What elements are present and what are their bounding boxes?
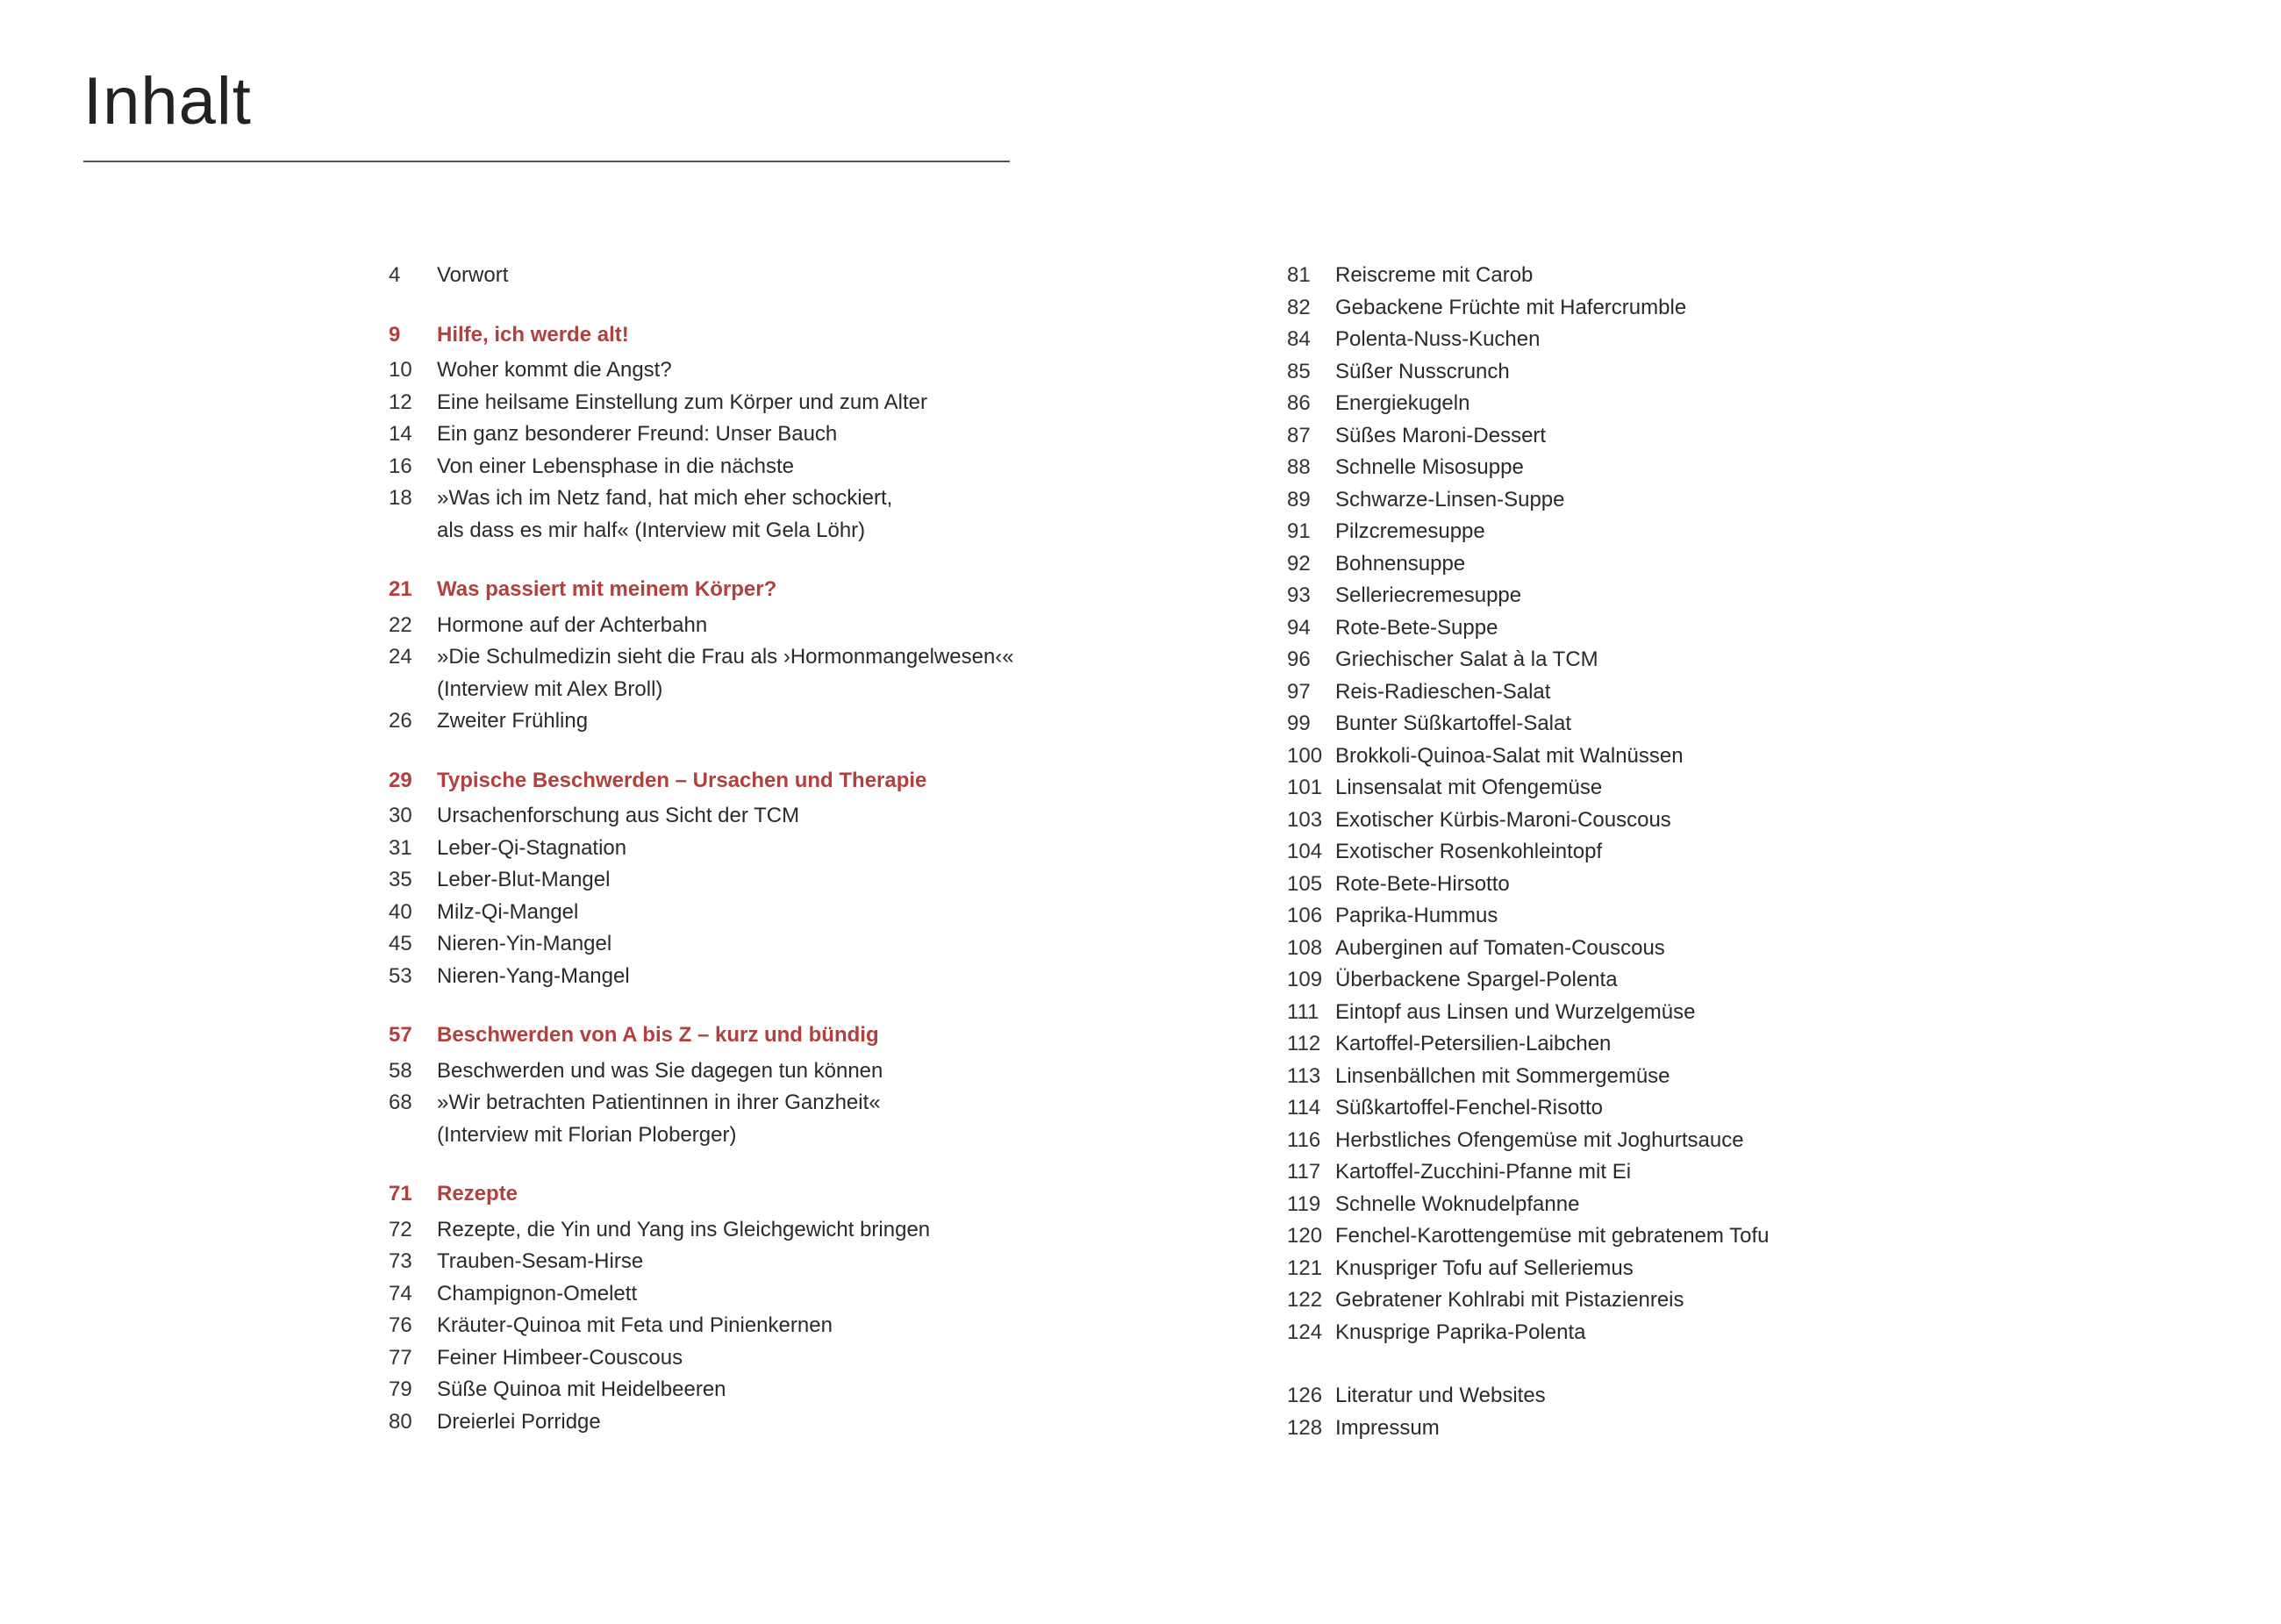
toc-page-number: 92 (1287, 551, 1311, 576)
toc-page-number: 76 (389, 1313, 412, 1337)
toc-entry (389, 354, 1266, 387)
toc-page-number: 71 (389, 1182, 412, 1205)
toc-entry (1287, 997, 2164, 1029)
toc-entry-title (1335, 484, 2164, 517)
toc-page-number: 119 (1287, 1191, 1321, 1216)
toc-entry (1287, 1125, 2164, 1157)
toc-entry-title (437, 354, 1266, 387)
toc-page-number: 117 (1287, 1160, 1321, 1184)
toc-entry (1287, 1380, 2164, 1413)
toc-entry-title-line: Süßes Maroni-Dessert (1335, 423, 1547, 447)
toc-entry-title-line: Nieren-Yang-Mangel (437, 963, 630, 988)
toc-entry-title-line: Woher kommt die Angst? (437, 358, 672, 382)
toc-entry-title-line: »Die Schulmedizin sieht die Frau als ›Hormonmangelwesen‹« (437, 645, 1014, 669)
toc-entry-title-line: Impressum (1335, 1415, 1440, 1440)
toc-entry-title-line: Champignon-Omelett (437, 1281, 638, 1306)
toc-entry (1287, 580, 2164, 612)
toc-entry-title-line: Polenta-Nuss-Kuchen (1335, 327, 1541, 351)
toc-entry-title (437, 1374, 1266, 1406)
toc-entry (389, 705, 1266, 738)
toc-entry (1287, 1028, 2164, 1061)
toc-section-heading (389, 765, 1266, 798)
toc-entry-title (437, 1310, 1266, 1342)
toc-entry-title (1335, 869, 2164, 901)
toc-page-number: 74 (389, 1281, 412, 1306)
toc-entry-title (437, 574, 1266, 606)
toc-entry-title (1335, 1028, 2164, 1061)
toc-entry-title (1335, 1189, 2164, 1221)
toc-entry (1287, 644, 2164, 676)
toc-page-number: 45 (389, 932, 412, 955)
toc-entry (1287, 324, 2164, 356)
toc-entry-title (1335, 676, 2164, 709)
toc-entry-title-line: Milz-Qi-Mangel (437, 899, 579, 924)
toc-entry (389, 961, 1266, 993)
toc-entry-title-line: Kartoffel-Petersilien-Laibchen (1335, 1032, 1612, 1055)
toc-entry (389, 1278, 1266, 1311)
toc-entry-title (437, 483, 1266, 547)
toc-page-number: 87 (1287, 423, 1311, 447)
toc-entry-title (1335, 772, 2164, 805)
toc-page-number: 85 (1287, 359, 1311, 383)
toc-entry (1287, 964, 2164, 997)
toc-page-number: 128 (1287, 1415, 1323, 1440)
toc-entry-title-line: Linsenbällchen mit Sommergemüse (1335, 1063, 1670, 1088)
toc-entry (389, 260, 1266, 292)
toc-entry-title (1335, 612, 2164, 645)
toc-entry-title (1335, 420, 2164, 453)
toc-entry (1287, 1220, 2164, 1253)
toc-entry (1287, 1253, 2164, 1285)
toc-entry-title (437, 897, 1266, 929)
toc-entry (1287, 900, 2164, 933)
toc-entry (389, 833, 1266, 865)
toc-entry-title (437, 387, 1266, 419)
toc-page-number: 103 (1287, 807, 1323, 832)
toc-entry (1287, 612, 2164, 645)
toc-entry (1287, 548, 2164, 581)
toc-entry (1287, 772, 2164, 805)
toc-page-number: 126 (1287, 1384, 1323, 1407)
toc-entry-title-line: Von einer Lebensphase in die nächste (437, 454, 794, 478)
toc-entry-title (437, 961, 1266, 993)
toc-page-number: 84 (1287, 327, 1311, 351)
toc-entry (1287, 1092, 2164, 1125)
toc-entry (1287, 1061, 2164, 1093)
toc-entry-title-line: Bohnensuppe (1335, 551, 1466, 576)
toc-entry-title (437, 451, 1266, 483)
toc-page-number: 86 (1287, 391, 1311, 415)
toc-entry-title-line: (Interview mit Alex Broll) (437, 676, 663, 701)
toc-entry-title (1335, 708, 2164, 740)
toc-entry-title-line: Süße Quinoa mit Heidelbeeren (437, 1377, 726, 1401)
toc-entry (1287, 1189, 2164, 1221)
toc-entry (1287, 452, 2164, 484)
title-divider (83, 161, 1010, 162)
toc-entry-title-line: Paprika-Hummus (1335, 904, 1498, 927)
toc-entry-title (1335, 1253, 2164, 1285)
toc-entry-title (1335, 1092, 2164, 1125)
toc-entry (1287, 676, 2164, 709)
toc-entry-title-line: Eine heilsame Einstellung zum Körper und zum Alter (437, 390, 927, 414)
toc-entry-title (1335, 324, 2164, 356)
toc-entry-title (437, 1214, 1266, 1247)
toc-entry-title-line: »Wir betrachten Patientinnen in ihrer Ganzheit« (437, 1091, 881, 1114)
toc-entry (389, 1246, 1266, 1278)
toc-entry (1287, 933, 2164, 965)
toc-entry (389, 1055, 1266, 1088)
toc-page-number: 100 (1287, 743, 1323, 768)
toc-entry-title-line: Zweiter Frühling (437, 709, 589, 733)
toc-entry-title (1335, 1413, 2164, 1445)
toc-page-number: 109 (1287, 968, 1323, 991)
toc-entry-title-line: Brokkoli-Quinoa-Salat mit Walnüssen (1335, 743, 1684, 768)
toc-page-number: 104 (1287, 840, 1323, 863)
toc-entry-title-line: Dreierlei Porridge (437, 1409, 601, 1434)
toc-page-number: 79 (389, 1377, 412, 1401)
toc-entry (389, 1342, 1266, 1375)
toc-entry-title (437, 1178, 1266, 1211)
toc-entry-title-line: Rezepte (437, 1182, 518, 1205)
toc-page-number: 120 (1287, 1224, 1323, 1248)
toc-page-number: 116 (1287, 1127, 1321, 1152)
toc-entry (1287, 516, 2164, 548)
toc-entry (389, 928, 1266, 961)
toc-page-number: 72 (389, 1217, 412, 1241)
toc-entry-title (437, 1278, 1266, 1311)
toc-entry (389, 387, 1266, 419)
toc-entry (389, 419, 1266, 451)
toc-page-number: 89 (1287, 487, 1311, 512)
toc-entry-title (1335, 260, 2164, 292)
toc-entry (1287, 1284, 2164, 1317)
toc-entry-title-line: Knusprige Paprika-Polenta (1335, 1320, 1586, 1344)
toc-entry (389, 610, 1266, 642)
toc-entry-title-line: Reis-Radieschen-Salat (1335, 679, 1551, 704)
toc-entry (1287, 356, 2164, 389)
toc-page-number: 97 (1287, 679, 1311, 704)
toc-page-number: 12 (389, 390, 412, 414)
toc-entry (389, 1310, 1266, 1342)
toc-page-number: 68 (389, 1091, 412, 1114)
toc-entry-title-line: Pilzcremesuppe (1335, 519, 1485, 543)
toc-entry-title (1335, 964, 2164, 997)
toc-page-number: 112 (1287, 1032, 1321, 1055)
toc-entry-title-line: (Interview mit Florian Ploberger) (437, 1122, 737, 1147)
toc-entry-title-line: Exotischer Rosenkohleintopf (1335, 840, 1603, 863)
toc-page-number: 77 (389, 1345, 412, 1370)
toc-page-number: 111 (1287, 999, 1319, 1024)
toc-entry (1287, 420, 2164, 453)
toc-page-number: 16 (389, 454, 412, 478)
toc-page-number: 121 (1287, 1256, 1323, 1280)
toc-entry-title (1335, 1061, 2164, 1093)
toc-entry (1287, 388, 2164, 420)
toc-entry-title-line: Ursachenforschung aus Sicht der TCM (437, 804, 800, 827)
toc-entry-title-line: als dass es mir half« (Interview mit Gela Löhr) (437, 518, 866, 542)
toc-entry-title (437, 610, 1266, 642)
toc-section-heading (389, 319, 1266, 352)
toc-page-number: 114 (1287, 1096, 1321, 1120)
toc-entry-title (1335, 1317, 2164, 1349)
toc-entry-title (437, 833, 1266, 865)
toc-page-number: 93 (1287, 583, 1311, 607)
toc-section-heading (389, 574, 1266, 606)
toc-entry-title (1335, 292, 2164, 325)
toc-entry-title-line: Hilfe, ich werde alt! (437, 322, 629, 347)
toc-entry (1287, 708, 2164, 740)
toc-entry-title (1335, 836, 2164, 869)
toc-entry (389, 1087, 1266, 1151)
toc-entry-title-line: Süßer Nusscrunch (1335, 359, 1510, 383)
toc-entry (389, 1406, 1266, 1439)
toc-entry-title (1335, 1156, 2164, 1189)
toc-column-left (389, 260, 1266, 1438)
toc-entry (389, 451, 1266, 483)
toc-entry (389, 897, 1266, 929)
toc-page-number: 9 (389, 322, 401, 347)
toc-entry-title-line: Rote-Bete-Suppe (1335, 615, 1498, 640)
toc-entry-title-line: Griechischer Salat à la TCM (1335, 647, 1598, 671)
toc-page-number: 22 (389, 612, 412, 637)
toc-entry (389, 1374, 1266, 1406)
toc-page-number: 113 (1287, 1063, 1321, 1088)
toc-entry-title (1335, 1220, 2164, 1253)
toc-entry-title (1335, 452, 2164, 484)
toc-page-number: 35 (389, 868, 412, 891)
toc-entry-title-line: Auberginen auf Tomaten-Couscous (1335, 935, 1665, 960)
toc-entry (1287, 740, 2164, 773)
toc-page-number: 30 (389, 804, 412, 827)
toc-page-number: 26 (389, 709, 412, 733)
toc-page-number: 40 (389, 899, 412, 924)
toc-page-number: 10 (389, 358, 412, 382)
toc-entry-title-line: Typische Beschwerden – Ursachen und Therapie (437, 768, 927, 792)
toc-entry-title (437, 1087, 1266, 1151)
toc-entry-title-line: Literatur und Websites (1335, 1384, 1546, 1407)
toc-entry-title-line: Leber-Blut-Mangel (437, 868, 611, 891)
toc-entry-title-line: Süßkartoffel-Fenchel-Risotto (1335, 1096, 1604, 1120)
toc-page-number: 73 (389, 1249, 412, 1273)
toc-entry-title-line: Kräuter-Quinoa mit Feta und Pinienkernen (437, 1313, 833, 1337)
toc-entry-title (1335, 388, 2164, 420)
toc-entry (1287, 484, 2164, 517)
toc-entry-title-line: Knuspriger Tofu auf Selleriemus (1335, 1256, 1634, 1280)
toc-page-number: 31 (389, 835, 412, 860)
toc-entry-title-line: Eintopf aus Linsen und Wurzelgemüse (1335, 999, 1696, 1024)
toc-entry-title (1335, 1125, 2164, 1157)
toc-page-number: 53 (389, 963, 412, 988)
toc-entry-title-line: Gebratener Kohlrabi mit Pistazienreis (1335, 1288, 1684, 1312)
toc-entry (389, 800, 1266, 833)
toc-entry-title (437, 800, 1266, 833)
toc-entry-title-line: Feiner Himbeer-Couscous (437, 1345, 683, 1370)
toc-entry (1287, 836, 2164, 869)
toc-entry-title (1335, 740, 2164, 773)
toc-entry (1287, 260, 2164, 292)
toc-entry-title (437, 1019, 1266, 1052)
toc-page-number: 105 (1287, 871, 1323, 896)
toc-page-number: 122 (1287, 1288, 1323, 1312)
toc-page-number: 58 (389, 1058, 412, 1083)
toc-entry (389, 1214, 1266, 1247)
toc-section-heading (389, 1178, 1266, 1211)
toc-page-number: 24 (389, 645, 412, 669)
toc-page-number: 29 (389, 768, 412, 792)
toc-page-number: 99 (1287, 712, 1311, 735)
toc-page-number: 101 (1287, 776, 1323, 799)
toc-entry-title-line: Beschwerden und was Sie dagegen tun können (437, 1058, 883, 1083)
toc-column-right (1287, 260, 2164, 1444)
toc-entry (1287, 1413, 2164, 1445)
toc-page-number: 21 (389, 577, 412, 601)
toc-entry-title (1335, 933, 2164, 965)
toc-entry-title-line: Kartoffel-Zucchini-Pfanne mit Ei (1335, 1160, 1632, 1184)
toc-entry-title-line: Beschwerden von A bis Z – kurz und bündig (437, 1023, 879, 1047)
toc-entry-title-line: Gebackene Früchte mit Hafercrumble (1335, 295, 1687, 319)
toc-entry-title-line: Schnelle Misosuppe (1335, 455, 1524, 479)
toc-entry-title (1335, 516, 2164, 548)
toc-page-number: 82 (1287, 295, 1311, 319)
toc-entry-title (1335, 997, 2164, 1029)
toc-entry-title (437, 1406, 1266, 1439)
toc-entry (1287, 805, 2164, 837)
toc-entry-title-line: Ein ganz besonderer Freund: Unser Bauch (437, 422, 838, 446)
toc-entry-title-line: Herbstliches Ofengemüse mit Joghurtsauce (1335, 1127, 1744, 1152)
toc-entry-title (437, 928, 1266, 961)
toc-page-number: 88 (1287, 455, 1311, 479)
toc-entry-title-line: Überbackene Spargel-Polenta (1335, 968, 1618, 991)
toc-entry-title (437, 260, 1266, 292)
toc-entry-title (437, 864, 1266, 897)
toc-entry-title-line: Bunter Süßkartoffel-Salat (1335, 712, 1572, 735)
toc-page-number: 14 (389, 422, 412, 446)
toc-entry-title-line: Schnelle Woknudelpfanne (1335, 1191, 1580, 1216)
toc-entry-title (1335, 644, 2164, 676)
toc-entry-title (437, 641, 1266, 705)
toc-page-number: 81 (1287, 263, 1311, 287)
toc-entry-title-line: »Was ich im Netz fand, hat mich eher schockiert, (437, 486, 893, 510)
toc-entry-title (1335, 356, 2164, 389)
toc-page-number: 96 (1287, 647, 1311, 671)
toc-entry-title (1335, 805, 2164, 837)
toc-entry (1287, 1156, 2164, 1189)
toc-entry-title-line: Linsensalat mit Ofengemüse (1335, 776, 1603, 799)
toc-entry-title (1335, 1380, 2164, 1413)
toc-entry-title-line: Exotischer Kürbis-Maroni-Couscous (1335, 807, 1671, 832)
toc-section-heading (389, 1019, 1266, 1052)
toc-entry (389, 864, 1266, 897)
page-title: Inhalt (83, 64, 252, 139)
toc-entry (1287, 1317, 2164, 1349)
toc-page-number: 108 (1287, 935, 1323, 960)
toc-page-number: 91 (1287, 519, 1311, 543)
toc-entry-title-line: Leber-Qi-Stagnation (437, 835, 627, 860)
toc-entry-title-line: Reiscreme mit Carob (1335, 263, 1534, 287)
toc-page-number: 57 (389, 1023, 412, 1047)
toc-entry-title (437, 705, 1266, 738)
toc-entry-title (437, 319, 1266, 352)
toc-entry-title (1335, 548, 2164, 581)
toc-entry-title-line: Fenchel-Karottengemüse mit gebratenem Tofu (1335, 1224, 1770, 1248)
toc-entry-title-line: Rezepte, die Yin und Yang ins Gleichgewicht bringen (437, 1217, 931, 1241)
toc-entry-title-line: Vorwort (437, 263, 509, 287)
toc-page-number: 106 (1287, 904, 1323, 927)
toc-entry-title-line: Was passiert mit meinem Körper? (437, 577, 777, 601)
toc-page-number: 4 (389, 263, 401, 287)
toc-entry (1287, 292, 2164, 325)
toc-entry-title (1335, 900, 2164, 933)
toc-entry-title-line: Selleriecremesuppe (1335, 583, 1522, 607)
toc-page-number: 18 (389, 486, 412, 510)
toc-entry-title (1335, 1284, 2164, 1317)
toc-entry-title (1335, 580, 2164, 612)
toc-entry-title-line: Trauben-Sesam-Hirse (437, 1249, 644, 1273)
toc-entry-title-line: Schwarze-Linsen-Suppe (1335, 487, 1565, 512)
toc-entry (1287, 869, 2164, 901)
toc-entry-title-line: Energiekugeln (1335, 391, 1470, 415)
toc-entry (389, 483, 1266, 547)
toc-page-number: 80 (389, 1409, 412, 1434)
toc-entry-title (437, 1055, 1266, 1088)
toc-entry (389, 641, 1266, 705)
toc-entry-title-line: Hormone auf der Achterbahn (437, 612, 708, 637)
toc-entry-title-line: Rote-Bete-Hirsotto (1335, 871, 1510, 896)
toc-page-number: 124 (1287, 1320, 1323, 1344)
toc-entry-title (437, 765, 1266, 798)
toc-entry-title (437, 1246, 1266, 1278)
toc-entry-title (437, 1342, 1266, 1375)
toc-entry-title (437, 419, 1266, 451)
toc-page-number: 94 (1287, 615, 1311, 640)
toc-entry-title-line: Nieren-Yin-Mangel (437, 932, 612, 955)
